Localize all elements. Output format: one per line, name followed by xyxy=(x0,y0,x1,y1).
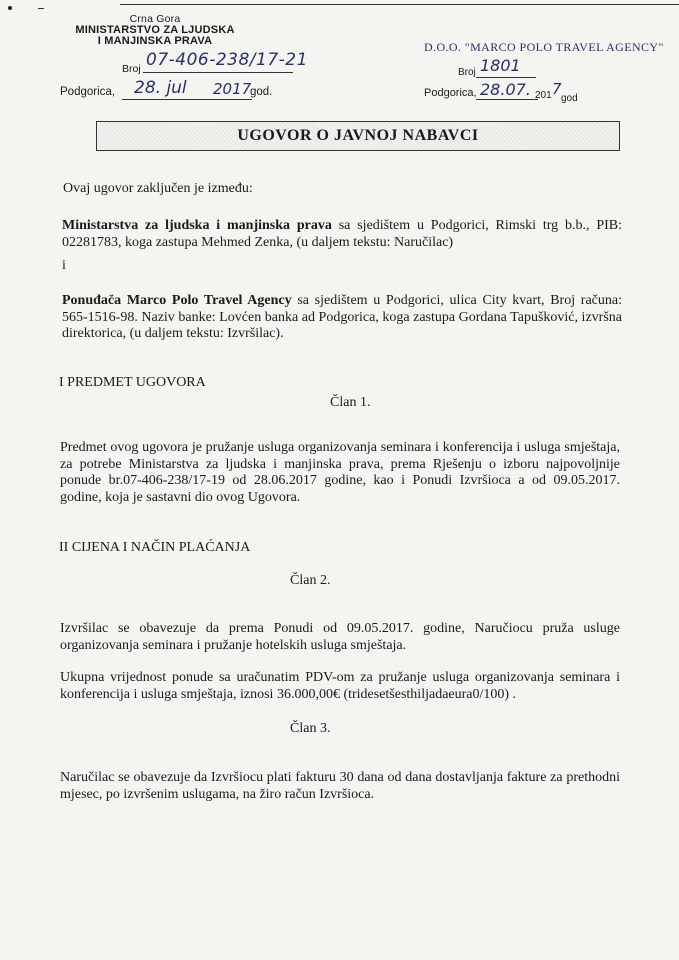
page-edge-line xyxy=(120,4,679,5)
scan-mark xyxy=(8,6,12,10)
place-label-left: Podgorica, xyxy=(60,86,115,98)
party1-name: Ministarstva za ljudska i manjinska prava xyxy=(62,218,332,233)
date-value-right: 28.07. xyxy=(480,80,531,99)
clan-1-text: Predmet ovog ugovora je pružanje usluga organizovanja seminara i konferencija i usluga smještaja, za potrebe Ministarstva za ljudska i manjinska prava, prema Rješenju o izboru najpovoljnije ponude br.07-406-238/17-19 od 28.06.2017 godine, kao i Ponudi Izvršioca a od 09.05.2017. godine, koja je sastavni dio ovog Ugovora. xyxy=(60,440,620,505)
broj-underline-right xyxy=(476,76,536,78)
broj-label-left: Broj xyxy=(122,63,141,75)
broj-value-left: 07-406-238/17-21 xyxy=(146,50,308,70)
clan-2-text-1: Izvršilac se obavezuje da prema Ponudi od 09.05.2017. godine, Naručiocu pruža usluge organizovanja seminara i pružanje hotelskih usluga smještaja. xyxy=(60,621,620,653)
party2-name: Ponuđača Marco Polo Travel Agency xyxy=(62,293,292,308)
broj-label-right: Broj xyxy=(458,67,476,78)
section-2-heading: II CIJENA I NAČIN PLAĆANJA xyxy=(59,540,251,555)
company-stamp: D.O.O. "MARCO POLO TRAVEL AGENCY" xyxy=(424,40,664,54)
year-suffix-left: god. xyxy=(250,86,273,98)
party2-text: sa sjedištem u Podgorici, ulica City kvart, Broj računa: 565-1516-98. Naziv banke: Lovćen banka ad Podgorica, koga zastupa Gordana Tapušković, izvršna direktorica, (u daljem tekstu: Izvršilac). xyxy=(62,293,622,341)
clan-3-text: Naručilac se obavezuje da Izvršiocu plati fakturu 30 dana od dana dostavljanja fakture za prethodni mjesec, po izvršenim uslugama, na žiro račun Izvršioca. xyxy=(60,770,620,802)
party2-paragraph xyxy=(62,293,622,343)
year-suffix-right: god xyxy=(561,93,578,104)
party1-text: sa sjedištem u Podgorici, Rimski trg b.b., PIB: 02281783, koga zastupa Mehmed Zenka, (u daljem tekstu: Naručilac) xyxy=(62,218,622,250)
and-text: i xyxy=(62,258,66,273)
section-1-heading: I PREDMET UGOVORA xyxy=(59,375,206,390)
clan-2-text-2: Ukupna vrijednost ponude sa uračunatim PDV-om za pružanje usluga organizovanja seminara i konferencija i usluga smještaja, iznosi 36.000,00€ (tridesetšesthiljadaeura0/100) . xyxy=(60,670,620,702)
document-title: UGOVOR O JAVNOJ NABAVCI xyxy=(237,127,479,144)
ministry-name-line2: I MANJINSKA PRAVA xyxy=(97,35,213,47)
scan-mark xyxy=(38,8,44,9)
party1-paragraph xyxy=(62,218,622,251)
broj-value-right: 1801 xyxy=(480,56,521,75)
date-underline-left xyxy=(122,98,252,100)
date-value-left: 28. jul xyxy=(134,78,187,98)
ministry-name-line1: MINISTARSTVO ZA LJUDSKA xyxy=(75,24,235,36)
clan-2-heading: Član 2. xyxy=(290,573,331,588)
intro-text: Ovaj ugovor zaključen je između: xyxy=(63,181,253,196)
year-value-left: 2017 xyxy=(213,80,252,98)
place-label-right: Podgorica, xyxy=(424,87,477,99)
country-name: Crna Gora xyxy=(129,13,181,25)
clan-1-heading: Član 1. xyxy=(330,395,371,410)
clan-3-heading: Član 3. xyxy=(290,721,331,736)
year-digit-right: 7 xyxy=(552,80,562,98)
broj-underline-left xyxy=(143,71,293,73)
year-prefix-right: 201 xyxy=(535,90,552,101)
